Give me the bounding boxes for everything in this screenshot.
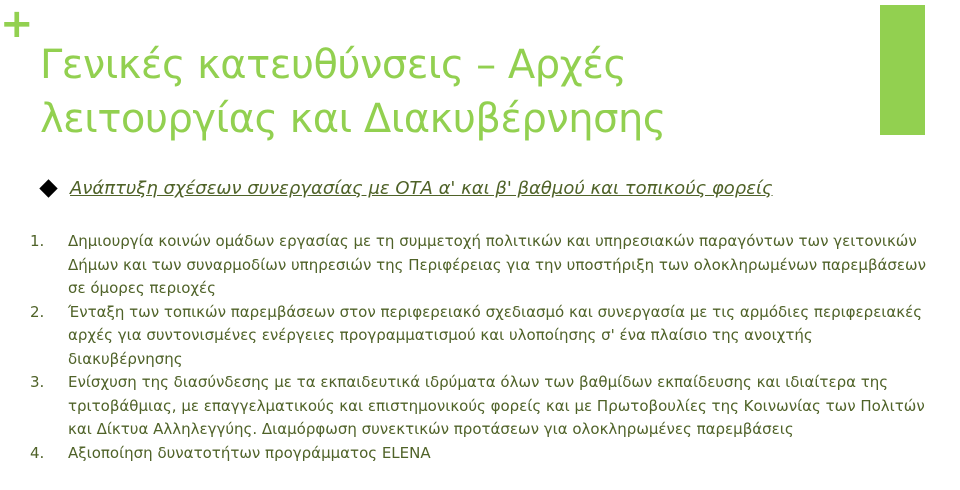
- numbered-list: [30, 230, 930, 465]
- list-item: [30, 442, 930, 466]
- list-item-text: Ενίσχυση της διασύνδεσης με τα εκπαιδευτικά ιδρύματα όλων των βαθμίδων εκπαίδευσης και ιδιαίτερα της τριτοβάθμιας, με επαγγελματικούς και επιστημονικούς φορείς και με Πρωτοβουλίες της Κοινωνίας των Πολιτών και Δίκτυα Αλληλεγγύης. Διαμόρφωση συνεκτικών προτάσεων για ολοκληρωμένες παρεμβάσεις: [68, 373, 925, 438]
- list-item-number: 1.: [30, 232, 45, 250]
- plus-icon: +: [0, 1, 34, 47]
- slide-title: Γενικές κατευθύνσεις – Αρχές λειτουργίας και Διακυβέρνησης: [40, 42, 666, 142]
- list-item-text: Αξιοποίηση δυνατοτήτων προγράμματος ELENA: [68, 443, 431, 462]
- list-item: [30, 301, 930, 372]
- subheading: [38, 178, 773, 199]
- decorative-corner-bar: [880, 5, 925, 135]
- list-item-number: 3.: [30, 373, 45, 391]
- list-item-number: 2.: [30, 302, 45, 321]
- diamond-bullet-icon: [39, 179, 57, 197]
- list-item: [30, 230, 930, 301]
- list-item-text: Δημιουργία κοινών ομάδων εργασίας με τη συμμετοχή πολιτικών και υπηρεσιακών παραγόντων των γειτονικών Δήμων και των συναρμοδίων υπηρεσιών της Περιφέρειας για την υποστήριξη των ολοκληρωμένων παρεμβάσεων σε όμορες περιοχές: [68, 232, 926, 297]
- list-item-number: 4.: [30, 443, 45, 462]
- list-item: [30, 371, 930, 442]
- list-item-text: Ένταξη των τοπικών παρεμβάσεων στον περιφερειακό σχεδιασμό και συνεργασία με τις αρμόδιες περιφερειακές αρχές για συντονισμένες ενέργειες προγραμματισμού και υλοποίησης σ' ένα πλαίσιο της ανοιχτής διακυβέρνησης: [68, 302, 923, 368]
- subheading-text: Ανάπτυξη σχέσεων συνεργασίας με ΟΤΑ α' και β' βαθμού και τοπικούς φορείς: [70, 178, 773, 199]
